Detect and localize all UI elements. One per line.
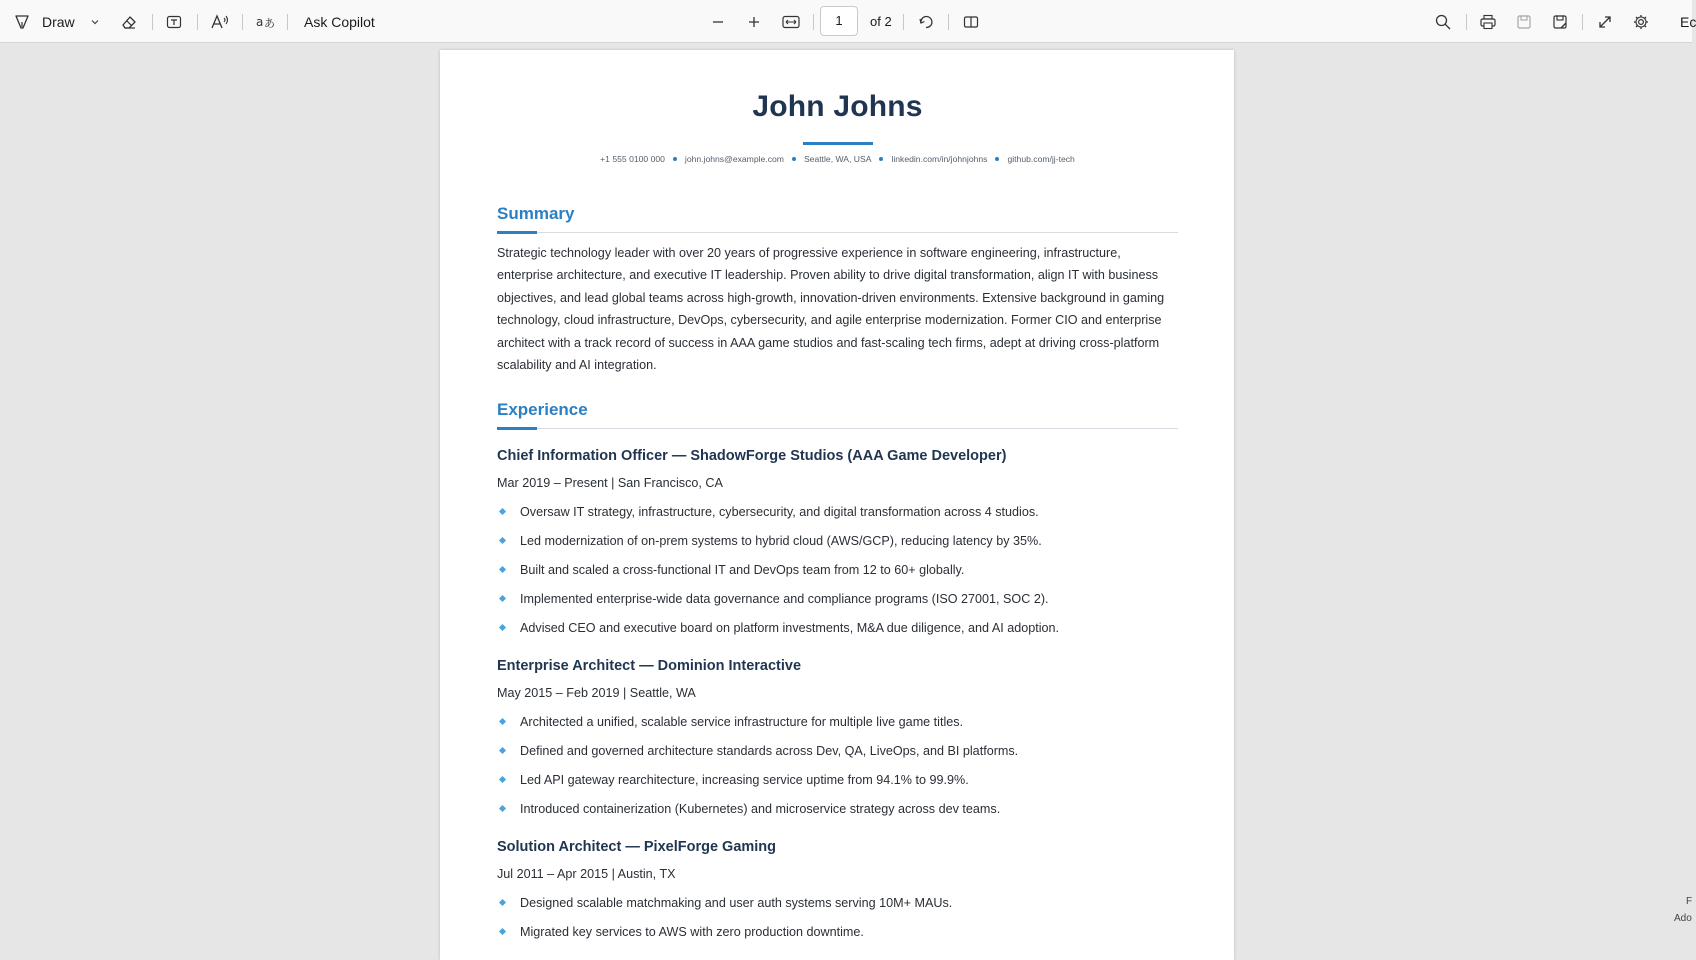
read-aloud-icon[interactable] [205, 7, 235, 37]
rotate-icon[interactable] [911, 7, 941, 37]
pdf-toolbar [0, 0, 1696, 43]
contact-phone: +1 555 0100 000 [600, 154, 665, 164]
job-dates-location: May 2015 – Feb 2019 | Seattle, WA [497, 686, 696, 700]
eraser-icon[interactable] [114, 7, 144, 37]
bullet-diamond-icon [499, 928, 506, 935]
toolbar-separator [1582, 14, 1583, 30]
job-dates-location: Jul 2011 – Apr 2015 | Austin, TX [497, 867, 676, 881]
save-icon[interactable] [1509, 7, 1539, 37]
summary-heading: Summary [497, 204, 575, 223]
pdf-page [440, 50, 1234, 960]
corner-note-line2: Ado [1674, 913, 1692, 924]
draw-dropdown-chevron-icon[interactable] [85, 7, 105, 37]
zoom-in-icon[interactable] [739, 7, 769, 37]
bullet-diamond-icon [499, 624, 506, 631]
fit-width-icon[interactable] [776, 7, 806, 37]
section-divider [497, 232, 1178, 233]
list-item [497, 532, 1059, 561]
list-item [497, 561, 1059, 590]
list-item [497, 923, 952, 952]
list-item [497, 713, 1018, 742]
job-bullets [497, 713, 1018, 829]
toolbar-separator [197, 14, 198, 30]
bullet-text: Migrated key services to AWS with zero production downtime. [520, 925, 864, 939]
toolbar-separator [287, 14, 288, 30]
bullet-text: Built and scaled a cross-functional IT and DevOps team from 12 to 60+ globally. [520, 563, 965, 577]
section-accent [497, 231, 537, 234]
summary-text: Strategic technology leader with over 20 years of progressive experience in software engineering, infrastructure, enterprise architecture, and executive IT leadership. Proven ability to drive digital transformation, align IT with business objectives, and lead global teams across high-growth, innovation-driven environments. Extensive background in gaming technology, cloud infrastructure, DevOps, cybersecurity, and agile enterprise modernization. Former CIO and enterprise architect with a track record of success in AAA game studios and fast-scaling tech firms, adept at driving cross-platform scalability and AI integration. [497, 246, 1165, 373]
job-title: Chief Information Officer — ShadowForge Studios (AAA Game Developer) [497, 448, 1007, 464]
list-item [497, 619, 1059, 648]
list-item [497, 590, 1059, 619]
corner-note-line1: F [1686, 896, 1693, 907]
toolbar-separator [948, 14, 949, 30]
search-icon[interactable] [1428, 7, 1458, 37]
bullet-diamond-icon [499, 805, 506, 812]
settings-gear-icon[interactable] [1626, 7, 1656, 37]
toolbar-separator [1466, 14, 1467, 30]
bullet-diamond-icon [499, 899, 506, 906]
bullet-diamond-icon [499, 595, 506, 602]
toolbar-separator [903, 14, 904, 30]
job-bullets [497, 503, 1059, 648]
fullscreen-icon[interactable] [1590, 7, 1620, 37]
list-item [497, 503, 1059, 532]
contact-email: john.johns@example.com [684, 154, 784, 164]
contact-separator [995, 157, 999, 161]
bullet-diamond-icon [499, 566, 506, 573]
job-dates-location: Mar 2019 – Present | San Francisco, CA [497, 476, 723, 490]
bullet-text: Led modernization of on-prem systems to hybrid cloud (AWS/GCP), reducing latency by 35%. [520, 534, 1042, 548]
list-item [497, 742, 1018, 771]
toolbar-separator [242, 14, 243, 30]
bullet-diamond-icon [499, 747, 506, 754]
list-item [497, 771, 1018, 800]
section-divider [497, 428, 1178, 429]
bullet-text: Oversaw IT strategy, infrastructure, cybersecurity, and digital transformation across 4 studios. [520, 505, 1039, 519]
zoom-out-icon[interactable] [703, 7, 733, 37]
job-title: Solution Architect — PixelForge Gaming [497, 839, 777, 855]
bullet-diamond-icon [499, 537, 506, 544]
bullet-diamond-icon [499, 718, 506, 725]
name-underline [803, 142, 873, 145]
bullet-diamond-icon [499, 508, 506, 515]
job-bullets [497, 894, 952, 952]
bullet-diamond-icon [499, 776, 506, 783]
svg-text:a: a [256, 14, 264, 29]
page-total-label: of 2 [870, 14, 892, 29]
experience-heading: Experience [497, 400, 588, 419]
add-text-icon[interactable] [159, 7, 189, 37]
draw-icon [10, 7, 34, 37]
bullet-text: Architected a unified, scalable service infrastructure for multiple live game titles. [520, 715, 964, 729]
translate-icon[interactable] [250, 7, 280, 37]
draw-button[interactable] [10, 0, 105, 43]
print-icon[interactable] [1473, 7, 1503, 37]
bullet-text: Implemented enterprise-wide data governance and compliance programs (ISO 27001, SOC 2). [520, 592, 1049, 606]
list-item [497, 800, 1018, 829]
bullet-text: Designed scalable matchmaking and user auth systems serving 10M+ MAUs. [520, 896, 953, 910]
ask-copilot-label: Ask Copilot [304, 13, 375, 30]
bullet-text: Led API gateway rearchitecture, increasing service uptime from 94.1% to 99.9%. [520, 773, 969, 787]
bullet-text: Defined and governed architecture standards across Dev, QA, LiveOps, and BI platforms. [520, 744, 1019, 758]
contact-separator [879, 157, 883, 161]
page-view-icon[interactable] [956, 7, 986, 37]
toolbar-separator [152, 14, 153, 30]
contact-location: Seattle, WA, USA [803, 154, 872, 164]
list-item [497, 894, 952, 923]
contact-separator [792, 157, 796, 161]
contact-linkedin: linkedin.com/in/johnjohns [891, 154, 988, 164]
job-title: Enterprise Architect — Dominion Interactive [497, 658, 802, 674]
bullet-text: Advised CEO and executive board on platform investments, M&A due diligence, and AI adoption. [520, 621, 1060, 635]
bullet-text: Introduced containerization (Kubernetes) and microservice strategy across dev teams. [520, 802, 1001, 816]
contact-separator [673, 157, 677, 161]
contact-github: github.com/jj-tech [1007, 154, 1075, 164]
edit-label-clipped[interactable]: Ec [1680, 13, 1696, 30]
page-number-input[interactable]: 1 [820, 6, 858, 36]
resume-name: John Johns [752, 90, 923, 123]
toolbar-separator [813, 14, 814, 30]
svg-text:あ: あ [264, 16, 275, 30]
section-accent [497, 427, 537, 430]
save-as-icon[interactable] [1545, 7, 1575, 37]
contact-line [497, 154, 1178, 164]
ask-copilot-button[interactable] [304, 0, 375, 43]
draw-label: Draw [42, 13, 75, 30]
